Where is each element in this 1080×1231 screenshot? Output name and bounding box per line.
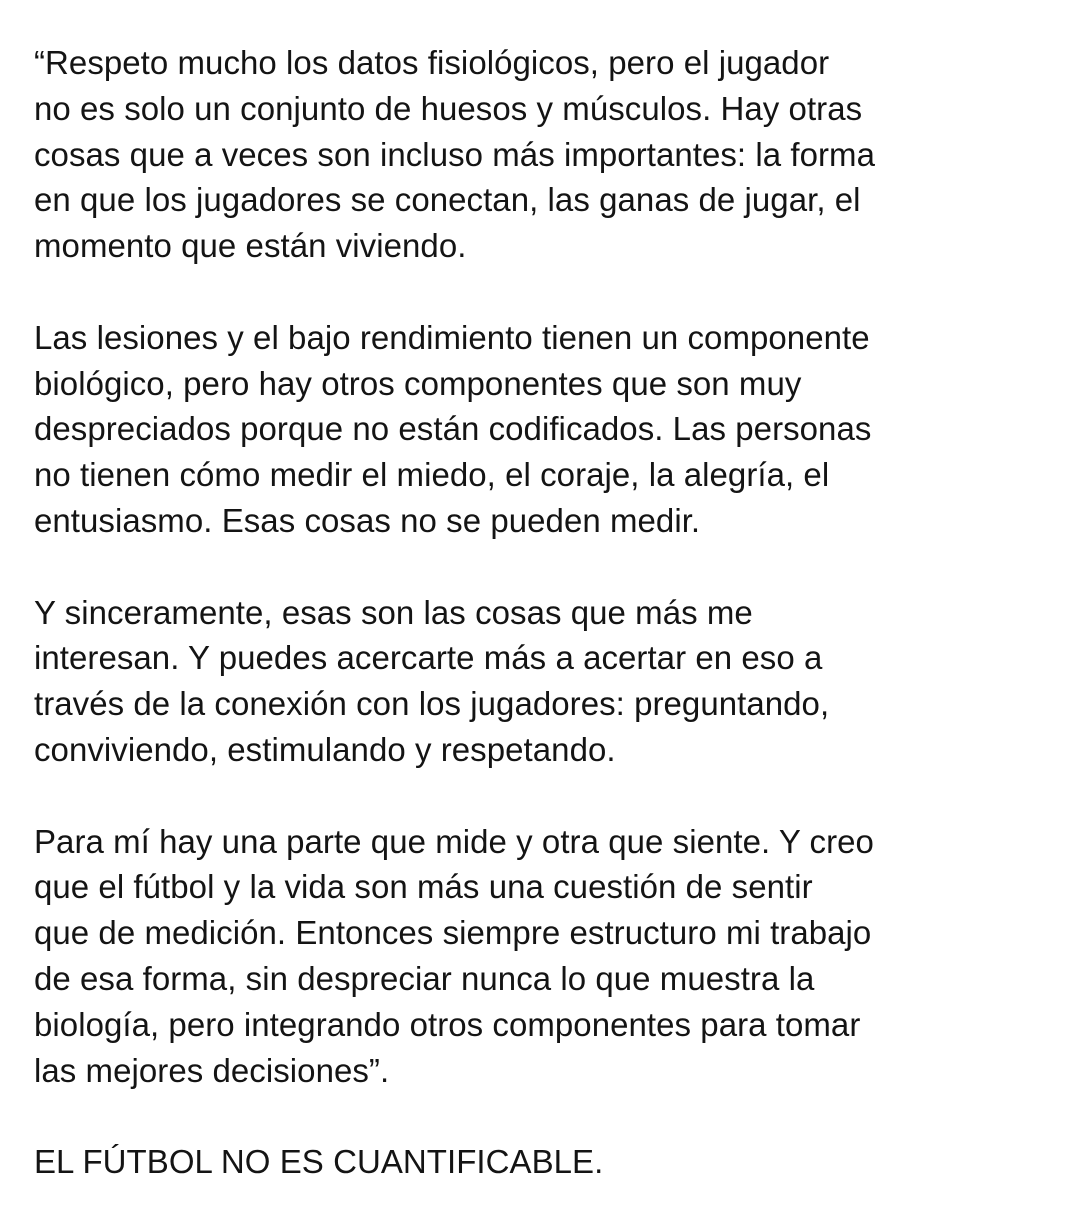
text-line: momento que están viviendo.	[34, 227, 467, 265]
paragraph-interests	[34, 590, 1064, 773]
text-line: Para mí hay una parte que mide y otra que siente. Y creo	[34, 822, 874, 860]
text-line: Las lesiones y el bajo rendimiento tienen un componente	[34, 318, 870, 356]
text-line: Y sinceramente, esas son las cosas que más me	[34, 593, 753, 631]
text-line: entusiasmo. Esas cosas no se pueden medir.	[34, 501, 701, 539]
text-line: de esa forma, sin despreciar nunca lo que muestra la	[34, 959, 815, 997]
text-line: través de la conexión con los jugadores: preguntando,	[34, 685, 830, 723]
text-line: “Respeto mucho los datos fisiológicos, pero el jugador	[34, 44, 830, 81]
text-line: no es solo un conjunto de huesos y músculos. Hay otras	[34, 89, 863, 127]
text-line: despreciados porque no están codificados. Las personas	[34, 410, 872, 448]
note-text-body[interactable]	[34, 40, 1064, 1231]
text-line: biológico, pero hay otros componentes que son muy	[34, 364, 802, 402]
paragraph-quote-opening	[34, 40, 1064, 269]
paragraph-measure-and-feel	[34, 819, 1064, 1094]
text-line: en que los jugadores se conectan, las ganas de jugar, el	[34, 181, 861, 219]
text-line: no tienen cómo medir el miedo, el coraje, la alegría, el	[34, 456, 830, 494]
paragraph-closing-statement	[34, 1139, 1064, 1185]
text-line: conviviendo, estimulando y respetando.	[34, 730, 616, 768]
text-line: interesan. Y puedes acercarte más a acertar en eso a	[34, 639, 823, 677]
paragraph-injuries	[34, 315, 1064, 544]
text-line: cosas que a veces son incluso más importantes: la forma	[34, 135, 875, 173]
text-line: EL FÚTBOL NO ES CUANTIFICABLE.	[34, 1143, 604, 1181]
text-line: que de medición. Entonces siempre estructuro mi trabajo	[34, 914, 872, 952]
text-line: biología, pero integrando otros componentes para tomar	[34, 1005, 861, 1043]
text-line: que el fútbol y la vida son más una cuestión de sentir	[34, 868, 813, 906]
text-line: las mejores decisiones”.	[34, 1051, 390, 1089]
